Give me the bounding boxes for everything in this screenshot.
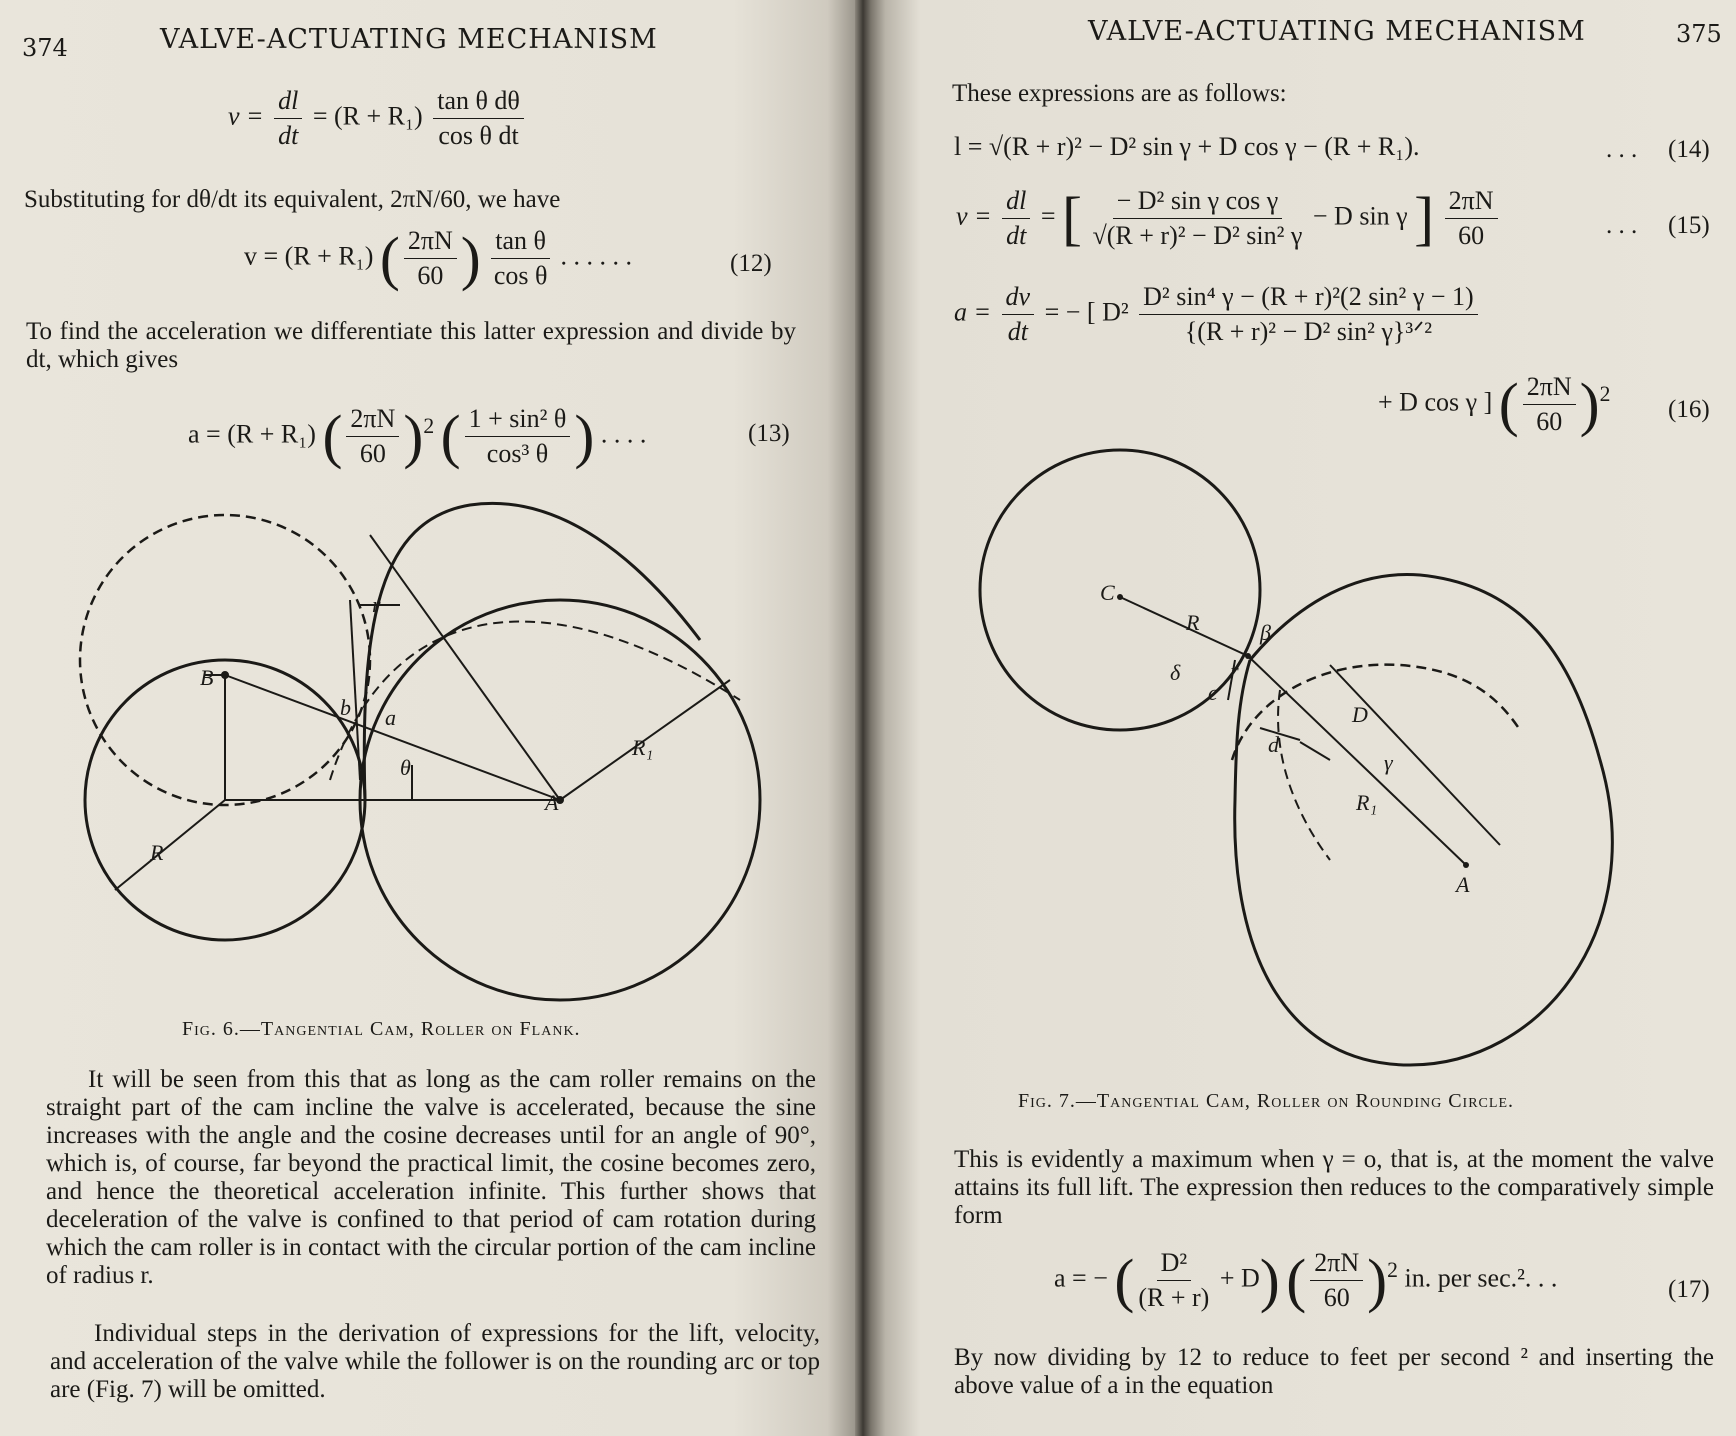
right-page — [868, 0, 1736, 1436]
label-R: R — [150, 840, 164, 865]
label-b: b — [340, 695, 351, 720]
book-gutter — [855, 0, 871, 1436]
paragraph: These expressions are as follows: — [952, 80, 1287, 107]
label-gamma: γ — [1384, 750, 1393, 775]
label-R1: R₁ — [1356, 790, 1378, 815]
running-head: VALVE-ACTUATING MECHANISM — [160, 24, 658, 55]
label-d: d — [1268, 732, 1279, 757]
label-beta: β — [1260, 620, 1271, 645]
paragraph: To find the acceleration we differentiate this latter expression and divide by dt, which gives — [26, 318, 796, 373]
equation-number: (17) — [1668, 1276, 1710, 1303]
label-C: C — [1100, 580, 1115, 605]
label-D: D — [1352, 702, 1368, 727]
label-R1: R₁ — [632, 735, 654, 760]
velocity-equation: v = $\frac{dl}{dt}$ = (R + R₁) $\frac{\text{tan θ dθ}}{\text{cos θ dt}}$ — [228, 86, 528, 151]
label-A: A — [1456, 872, 1470, 897]
paragraph: It will be seen from this that as long as the cam roller remains on the straight part of the cam incline the valve is accelerated, because the sine increases with the angle and the cosine decreases until for an angle of 90°, which is, of course, far beyond the practical limit, the cosine becomes zero, and hence the theoretical acceleration infinite. This further shows that deceleration of the valve is confined to that period of cam rotation during which the cam roller is in contact with the circular portion of the cam incline of radius r. — [46, 1066, 816, 1289]
cam-diagram-fig6 — [60, 490, 780, 1010]
paragraph: Individual steps in the derivation of expressions for the lift, velocity, and acceleration of the valve while the follower is on the rounding arc or top are (Fig. 7) will be omitted. — [50, 1320, 820, 1403]
equation-dots: . . . — [1606, 136, 1638, 163]
equation-number: (16) — [1668, 396, 1710, 423]
equation-13: a = (R + R₁) ( $\frac{2\pi N}{60}$ )$^2$ ( $\frac{\text{1 + sin² θ}}{\text{cos³ θ}}$ ) . . . . — [188, 403, 647, 470]
label-theta: θ — [400, 755, 411, 780]
equation-number: (15) — [1668, 212, 1710, 239]
equation-number: (14) — [1668, 136, 1710, 163]
equation-14: l = √(R + r)² − D² sin γ + D cos γ − (R + R₁). — [954, 132, 1420, 161]
page-number: 375 — [1676, 20, 1722, 48]
equation-16: a = $\frac{dv}{dt}$ = − [ D² $\frac{\text{D² sin⁴ γ − (R + r)²(2 sin² γ − 1)}}{\text{\{(R + r)² − D² sin² γ\}³ᐟ²}}$ — [954, 282, 1482, 347]
label-a: a — [385, 705, 396, 730]
page-number: 374 — [22, 34, 68, 62]
left-page — [0, 0, 862, 1436]
label-c: c — [1208, 680, 1218, 705]
equation-17: a = − ( $\frac{\text{D²}}{(R + r)}$ + D) ( $\frac{2\pi N}{60}$ )$^2$ in. per sec.². . . — [1054, 1247, 1558, 1314]
figure-caption: Fig. 7.—Tangential Cam, Roller on Rounding Circle. — [1018, 1090, 1514, 1112]
paragraph: Substituting for dθ/dt its equivalent, 2πN/60, we have — [24, 186, 561, 213]
label-A: A — [545, 790, 559, 815]
cam-diagram-fig7 — [868, 460, 1736, 1080]
equation-number: (12) — [730, 250, 772, 277]
paragraph: By now dividing by 12 to reduce to feet per second ² and inserting the above value of a in the equation — [954, 1344, 1714, 1399]
equation-16-line2: + D cos γ ] ( $\frac{2\pi N}{60}$ )$^2$ — [1378, 371, 1611, 438]
label-B: B — [200, 665, 214, 690]
running-head: VALVE-ACTUATING MECHANISM — [1088, 16, 1586, 47]
label-R: R — [1186, 610, 1200, 635]
label-r: r — [372, 592, 381, 617]
figure-caption: Fig. 6.—Tangential Cam, Roller on Flank. — [182, 1018, 581, 1040]
equation-number: (13) — [748, 420, 790, 447]
paragraph: This is evidently a maximum when γ = o, that is, at the moment the valve attains its full lift. The expression then reduces to the comparatively simple form — [954, 1146, 1714, 1229]
equation-15: v = $\frac{dl}{dt}$ = [ $\frac{\text{− D² sin γ cos γ}}{\text{√(R + r)² − D² sin² γ}}$ − D sin γ ] $\frac{2\pi N}{60}$ — [956, 186, 1502, 251]
label-delta: δ — [1170, 660, 1181, 685]
label-r: r — [1230, 658, 1239, 683]
equation-12: v = (R + R₁) ( $\frac{2\pi N}{60}$ ) $\frac{\text{tan θ}}{\text{cos θ}}$ . . . . . . — [244, 225, 632, 292]
equation-dots: . . . — [1606, 212, 1638, 239]
